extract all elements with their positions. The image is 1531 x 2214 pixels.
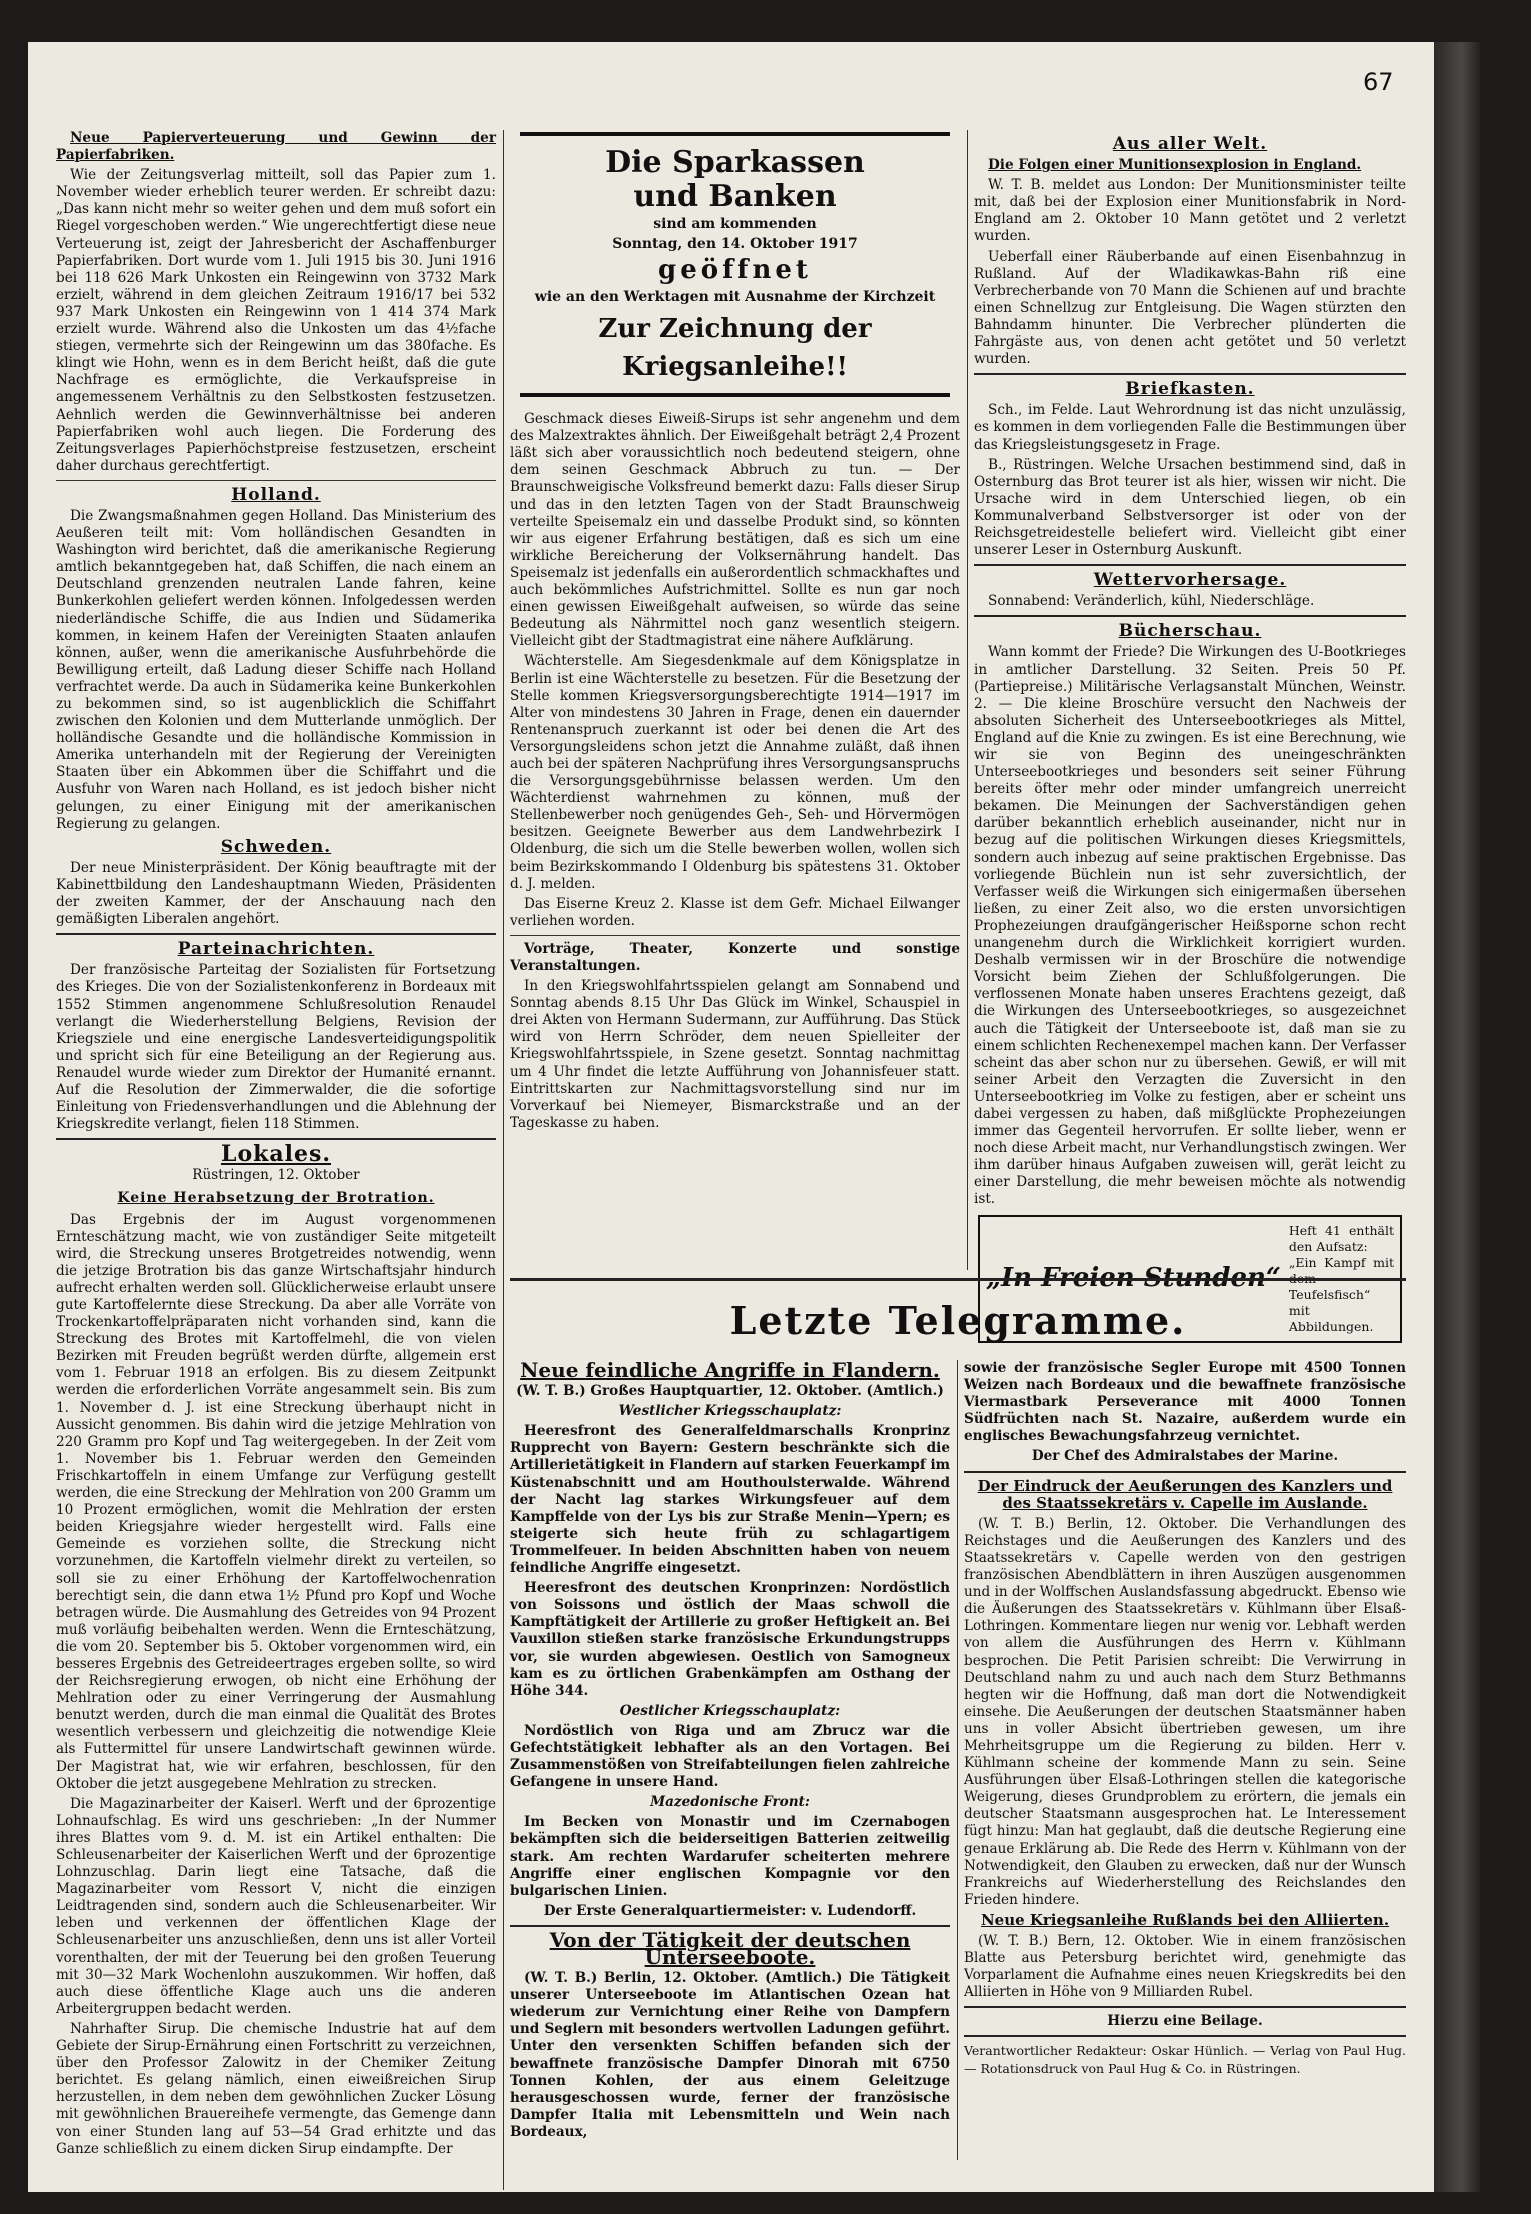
divider [974,615,1406,617]
divider [56,480,496,481]
eisern-article: Das Eiserne Kreuz 2. Klasse ist dem Gefr. Michael Eilwanger verliehen worden. [510,895,960,929]
telegramme-right [964,1360,1406,2160]
maz-heading: Mazedonische Front: [650,1794,810,1811]
page-number: 67 [1363,68,1394,96]
brief-item: B., Rüstringen. Welche Ursachen bestimmend sind, daß in Osternburg das Brot teurer ist als hier, wissen wir nicht. Die Ursache wird in dem Unterschied liegen, ob ein Kommunalverband Selbstversorger ist oder von der Reichsgetreidestelle beliefert wird. Vielleicht gibt einer unserer Leser in Osternburg Auskunft. [974,456,1406,559]
freien-title: „In Freien Stunden“ [986,1262,1281,1293]
divider [510,935,960,936]
explosion-article: W. T. B. meldet aus London: Der Munitionsminister teilte mit, daß bei der Explosion einer Munitionsfabrik in Nord-England am 2. Oktober 10 Mann getötet und 2 verletzt wurden. [974,177,1406,245]
telegramme-title: Letzte Telegramme. [729,1298,1187,1343]
ost-heading: Oestlicher Kriegsschauplatz: [619,1702,841,1719]
welt-section: Aus aller Welt. [1112,134,1268,154]
brot-headline: Keine Herabsetzung der Brotration. [117,1190,435,1207]
column-rule [967,130,968,1270]
ad-line: Kriegsanleihe!! [622,352,848,383]
angriffe-dateline: (W. T. B.) Großes Hauptquartier, 12. Oktober. (Amtlich.) [516,1383,944,1400]
ludendorff-signature: Der Erste Generalquartiermeister: v. Ludendorff. [543,1902,917,1919]
lokales-section: Lokales. [220,1141,332,1168]
brot-article: Das Ergebnis der im August vorgenommenen Ernteschätzung macht, wie von zuständiger Seite mitgeteilt wird, die Streckung unseres Brotgetreides notwendig, wenn die jetzige Brotration bis das ganze Wirtschaftsjahr hindurch aufrecht erhalten werden soll. Glücklicherweise erlaubt unsere gute Kartoffelernte diese Streckung. Da aber alle Vorräte von Trockenkartoffelpräparaten nicht vorhanden sind, kann die Streckung des Brotes mit Kartoffelmehl, die von vielen Bezirken mit Freuden begrüßt werden dürfte, allgemein erst vom 1. Februar 1918 an erfolgen. Bis zu diesem Zeitpunkt werden die erforderlichen Vorräte angesammelt sein. Bis zum 1. November d. J. ist eine Streckung überhaupt nicht in Aussicht genommen. Bis dahin wird die jetzige Mehlration von 220 Gramm pro Kopf und Tag weitergegeben. In der Zeit vom 1. November bis 1. Februar werden den Gemeinden Frischkartoffeln in einem Umfange zur Verfügung gestellt werden, die eine Streckung der Mehlration von 200 Gramm um 10 Prozent ermöglichen, womit die Mehlration der ersten beiden Kriegsjahre wieder hergestellt wird. Falls eine Gemeinde es vorziehen sollte, die Streckung nicht vorzunehmen, die Kartoffeln vielmehr direkt zu verteilen, so soll sie zu einer Erhöhung der Kartoffelwochenration berechtigt sein, die dann etwa 1½ Pfund pro Kopf und Woche betragen würde. Die Ausmahlung des Getreides von 94 Prozent muß vorläufig beibehalten werden. Wenn die Ernteschätzung, die vom 20. September bis 5. Oktober vorgenommen wird, ein besseres Ergebnis des Getreideertrages ergeben sollte, so wird der Reichsregierung erwogen, ob nicht eine Erhöhung der Mehlration oder zu einer Verringerung der Ausmahlung benutzt werden, durch die man einmal die Qualität des Brotes wesentlich verbessern und gleichzeitig die notwendige Kleie als Futtermittel für unsere Landwirtschaft gewinnen würde. Der Magistrat hat, wie wir erfahren, beschlossen, für den Oktober die jetzt ausgegebene Mehlration zu strecken. [56,1211,496,1792]
west-article: Heeresfront des Generalfeldmarschalls Kronprinz Rupprecht von Bayern: Gestern beschränkte sich die Artillerietätigkeit in Flandern auf starken Feuerkampf im Küstenabschnitt und am Houthoulsterwalde. Während der Nacht lag starkes Wirkungsfeuer auf dem Kampffelde von der Lys bis zur Straße Menin—Ypern; es steigerte sich heute früh zu schlagartigem Trommelfeuer. In beiden Abschnitten haben von neuem feindliche Angriffe eingesetzt. [510,1423,950,1577]
waechter-article: Wächterstelle. Am Siegesdenkmale auf dem Königsplatze in Berlin ist eine Wächterstelle zu besetzen. Für die Besetzung der Stelle kommen Kriegsversorgungsberechtigte 1914—1917 im Alter von mindestens 30 Jahren in Frage, denen ein dauernder Rentenanspruch zuerkannt ist oder bei denen die Art des Versorgungsleidens schon jetzt die Annahme zuläßt, daß ihnen auch bei der späteren Nachprüfung ihres Versorgungsanspruchs die Versorgungsgebührnisse belassen werden. Um den Wächterdienst wahrnehmen zu können, muß der Stellenbewerber noch genügendes Geh-, Seh- und Hörvermögen besitzen. Geeignete Bewerber aus dem Landwehrbezirk I Oldenburg, die sich um die Stelle bewerben wollen, wollen sich beim Bezirkskommando I Oldenburg bis spätestens 31. Oktober d. J. melden. [510,653,960,892]
ad-line: wie an den Werktagen mit Ausnahme der Kirchzeit [534,289,936,306]
eindruck-article: (W. T. B.) Berlin, 12. Oktober. Die Verhandlungen des Reichstages und die Aeußerungen des Kanzlers und des Staatssekretärs v. Capelle werden von den gestrigen französischen Abendblättern in ihren Auszügen ausgenommen und in der Wolffschen Auslandsfassung abgedruckt. Ebenso wie die Äußerungen des Staatssekretärs v. Kühlmann über Elsaß-Lothringen. Kommentare liegen nur wenig vor. Lebhaft werden von allem die Ausführungen des Herrn v. Kühlmann besprochen. Die Petit Parisien schreibt: Die Verwirrung in Deutschland nahm zu und auch nach dem Sturz Bethmanns hegten wir die Hoffnung, daß man dort die Notwendigkeit einsehe. Die Aeußerungen der deutschen Staatsmänner haben uns in voller Absicht übertrieben gewesen, um ihre Mehrheitsgruppe um die Regierung zu bilden. Herr v. Kühlmann scheine der kommende Mann zu sein. Seine Ausführungen über Elsaß-Lothringen stellen die kategorische Weigerung, dieses Grundproblem zu erörtern, die jemals ein deutscher Staatsmann ausgesprochen hat. Le Interessement fügt hinzu: Man hat geglaubt, daß die deutsche Regierung eine genaue Erklärung ab. Die Rede des Herrn v. Kühlmann von der Notwendigkeit, den Glauben zu erwecken, daß nur der Wunsch Frankreichs auf Wiederherstellung des Reichslandes den Frieden hindere. [964,1515,1406,1908]
holland-section: Holland. [231,484,321,505]
newspaper-page [28,42,1480,2192]
ad-line: sind am kommenden [653,216,817,232]
ad-line: Sonntag, den 14. Oktober 1917 [612,236,858,252]
explosion-headline: Die Folgen einer Munitionsexplosion in England. [988,157,1362,174]
angriffe-headline: Neue feindliche Angriffe in Flandern. [520,1358,940,1382]
sirup-article: Nahrhafter Sirup. Die chemische Industrie hat auf dem Gebiete der Sirup-Ernährung einen Fortschritt zu verzeichnen, über den Professor Zalowitz in der Chemiker Zeitung berichtet. Es gelang nämlich, einen eiweißreichen Sirup herzustellen, in dem neben dem gewöhnlichen Zucker Lösung mit gewöhnlichen Brauereihefe vermengte, das Gemenge dann von einer Stunden lang auf 53—54 Grad erhitzte und das Ganze schließlich zu einem dicken Sirup eindampfte. Der [56,2020,496,2157]
kronprinz-article: Heeresfront des deutschen Kronprinzen: Nordöstlich von Soissons und östlich der Maas schwoll die Kampftätigkeit der Artillerie zu großer Heftigkeit an. Bei Vauxillon stießen starke französische Erkundungstrupps vor, sie wurden abgewiesen. Oestlich von Samogneux kam es zu örtlichen Grabenkämpfen am Osthang der Höhe 344. [510,1580,950,1699]
buecher-section: Bücherschau. [1118,621,1262,642]
beilage-note: Hierzu eine Beilage. [1107,2013,1263,2030]
wetter-text: Sonnabend: Veränderlich, kühl, Niederschläge. [988,593,1315,610]
divider [974,564,1406,566]
maz-article: Im Becken von Monastir und im Czernabogen bekämpften sich die beiderseitigen Batterien zeitweilig stark. Am rechten Wardarufer scheiterten mehrere Angriffe einer englischen Kompagnie vor den bulgarischen Linien. [510,1814,950,1899]
magazin-article: Die Magazinarbeiter der Kaiserl. Werft und der 6prozentige Lohnaufschlag. Es wird uns geschrieben: „In der Nummer ihres Blattes vom 9. d. M. ist ein Artikel enthalten: Die Schleusenarbeiter der Kaiserlichen Werft und der 6prozentige Lohnzuschlag. Darin liegt eine Tatsache, daß die Magazinarbeiter vom Ressort V, nicht die einzigen Leidtragenden sind, sondern auch die Schleusenarbeiter. Wir leben und verkennen der öffentlichen Klage der Schleusenarbeiter uns anzuschließen, denn uns ist aller Vorteil vorenthalten, der mit der Teuerung bei den großen Teuerung mit 30—32 Mark Wochenlohn auszukommen. Wir hoffen, daß auch diese öffentliche Klage auch uns die anderen Arbeitergruppen bedacht werden. [56,1795,496,2017]
ubt-headline: Von der Tätigkeit der deutschen Unterseeboote. [549,1927,911,1969]
divider [56,933,496,935]
west-heading: Westlicher Kriegsschauplatz: [618,1403,842,1420]
freien-info-line: Heft 41 enthält den Aufsatz: [1288,1222,1394,1254]
russland-headline: Neue Kriegsanleihe Rußlands bei den Alliierten. [980,1910,1390,1929]
briefkasten-section: Briefkasten. [1125,379,1255,400]
papier-headline: Neue Papierverteuerung und Gewinn der Papierfabriken. [56,130,496,164]
schweden-article: Der neue Ministerpräsident. Der König beauftragte mit der Kabinettbildung den Landeshauptmann Wieden, Präsidenten der zweiten Kammer, der der Anschauung nach den gemäßigten Liberalen angehört. [56,859,496,928]
column-rule [957,1360,958,2160]
ubt-continued: sowie der französische Segler Europe mit 4500 Tonnen Weizen nach Bordeaux und die bewaffnete französische Viermastbark Perseverance mit 4000 Tonnen Südfrüchten nach St. Nazaire, außerdem wurde ein englisches Bewachungsfahrzeug vernichtet. [964,1360,1406,1445]
eindruck-headline: Der Eindruck der Aeußerungen des Kanzlers und des Staatssekretärs v. Capelle im Auslande. [977,1476,1393,1512]
sirup-continued: Geschmack dieses Eiweiß-Sirups ist sehr angenehm und dem des Malzextraktes ähnlich. Der Eiweißgehalt beträgt 2,4 Prozent läßt sich aber voraussichtlich noch bedeutend steigern, ohne dem seinen Geschmack Abbruch zu tun. — Der Braunschweigische Volksfreund bemerkt dazu: Falls dieser Sirup und das in den letzten Tagen von der Stadt Braunschweig verteilte Speisemalz ein und dasselbe Produkt sind, so könnten wir aus eigener Erfahrung bestätigen, daß es sich um eine wirkliche Bereicherung der Volksernährung handelt. Das Speisemalz ist jedenfalls ein außerordentlich schmackhaftes und auch bekömmliches Aufstrichmittel. Sollte es nun gar noch einen gewissen Eiweißgehalt aufweisen, so würde das seine Bedeutung als Nährmittel noch ganz wesentlich steigern. Vielleicht gibt der Stadtmagistrat eine nähere Aufklärung. [510,411,960,650]
admiral-signature: Der Chef des Admiralstabes der Marine. [1031,1448,1339,1465]
ad-line: Die Sparkassen [605,145,865,180]
divider [964,2035,1406,2037]
telegramme-rule [510,1278,1406,1281]
buecher-article: Wann kommt der Friede? Die Wirkungen des U-Bootkrieges in amtlicher Darstellung. 32 Seiten. Preis 50 Pf. (Partiepreise.) Militärische Verlagsanstalt München, Weinstr. 2. — Die kleine Broschüre versucht den Nachweis der absoluten Sicherheit des Unterseebootkrieges als Mittel, England auf die Knie zu zwingen. Es ist eine Berechnung, wie wir sie von Beginn des uneingeschränkten Unterseebootkrieges und besonders seit seiner Führung bereits öfter mehr oder minder umfangreich unerreicht bekamen. Die Meinungen der Sachverständigen gehen darüber bekanntlich erheblich auseinander, nicht nur in bezug auf die politischen Wirkungen dieses Kriegsmittels, sondern auch inbezug auf seine praktischen Ergebnisse. Das vorliegende Büchlein nun ist sehr zuversichtlich, der Verfasser weiß die Wirkungen sich einigermaßen übersehen ließen, zu einer Zeit also, wo die ersten unvorsichtigen Prophezeiungen draufgängerischer Heißsporne schon recht unangenehm durch die Wirklichkeit korrigiert wurden. Deshalb vermissen wir in der Broschüre die notwendige Vorsicht beim Ziehen der Schlußfolgerungen. Die verflossenen Monate haben unseres Erachtens gezeigt, daß die Wirkungen des Unterseebootkrieges, so ausgezeichnet auch die Tätigkeit der Unterseeboote ist, daß man sie zu einem schlichten Rechenexempel machen kann. Der Verfasser scheint das aber schon nur zu übersehen. Gewiß, er will mit seiner Arbeit den Verzagten die Zuversicht in den Unterseebootkrieg im Volke zu festigen, aber er scheint uns dabei vergessen zu haben, daß mißglückte Prophezeiungen immer das Gegenteil hervorrufen. Er sollte lieber, wenn er noch diese Arbeit macht, nur Verhandlungstisch zwingen. Wer ihm darüber hinaus Aufgaben zuweisen will, gerät leicht zu einer Darstellung, die mehr beweisen möchte als notwendig ist. [974,644,1406,1208]
divider [56,1138,496,1140]
brief-item: Sch., im Felde. Laut Wehrordnung ist das nicht unzulässig, es kommen in dem vorliegenden Falle die Bestimmungen über das Kriegsleistungsgesetz in Frage. [974,402,1406,453]
lokales-dateline: Rüstringen, 12. Oktober [192,1167,360,1184]
sparkassen-advertisement [520,132,950,397]
column-left [56,130,496,2190]
ubt-article: (W. T. B.) Berlin, 12. Oktober. (Amtlich.) Die Tätigkeit unserer Unterseeboote im Atlantischen Ozean hat wiederum zur Vernichtung einer Reihe von Dampfern und Seglern mit besonders wertvollen Ladungen geführt. Unter den versenkten Schiffen befanden sich der bewaffnete französische Dampfer Dinorah mit 6750 Tonnen Kohlen, der aus einem Geleitzuge herausgeschossen wurde, ferner der französische Dampfer Italia mit Lebensmitteln und Wein nach Bordeaux, [510,1970,950,2140]
raeuber-article: Ueberfall einer Räuberbande auf einen Eisenbahnzug in Rußland. Auf der Wladikawkas-Bahn riß eine Verbrecherbande von 70 Mann die Schienen auf und brachte einen Schnellzug zur Entgleisung. Die Wagen stürzten den Bahndamm hinunter. Die Verbrecher plünderten die Fahrgäste aus, von denen acht getötet und 50 verletzt wurden. [974,248,1406,368]
divider [510,1925,950,1927]
column-right [974,130,1406,1334]
ad-line: geöffnet [658,255,812,285]
partei-article: Der französische Parteitag der Sozialisten für Fortsetzung des Krieges. Die von der Sozialistenkonferenz in Bordeaux mit 1552 Stimmen angenommene Schlußresolution Renaudel verlangt die Wiederherstellung Belgiens, Revision der Kriegsziele und eine energische Landesverteidigungspolitik und spricht sich für eine Beteiligung an der Regierung aus. Renaudel wurde wieder zum Direktor der Humanité ernannt. Auf die Resolution der Zimmerwalder, die die sofortige Einleitung von Friedensverhandlungen und die Ablehnung der Kriegskredite verlangt, fielen 118 Stimmen. [56,962,496,1133]
vortraege-article: In den Kriegswohlfahrtsspielen gelangt am Sonnabend und Sonntag abends 8.15 Uhr Das Glück im Winkel, Schauspiel in drei Akten von Hermann Sudermann, zur Aufführung. Das Stück wird von Herrn Schröder, dem neuen Spielleiter der Kriegswohlfahrtsspiele, in Szene gesetzt. Sonntag nachmittag um 4 Uhr findet die letzte Aufführung von Johannisfeuer statt. Eintrittskarten zur Nachmittagsvorstellung sind nur im Vorverkauf bei Niemeyer, Bismarckstraße und an der Tageskasse zu haben. [510,978,960,1131]
divider [974,373,1406,375]
freien-info-line: „Ein Kampf mit dem Teufelsfisch“ mit Abbildungen. [1288,1254,1394,1334]
holland-article: Die Zwangsmaßnahmen gegen Holland. Das Ministerium des Aeußeren teilt mit: Vom holländischen Gesandten in Washington wird berichtet, daß die amerikanische Regierung amtlich bekanntgegeben hat, daß Schiffen, die nach einem an Deutschland grenzenden neutralen Lande fahren, keine Bunkerkohlen geliefert werden können. Infolgedessen werden niederländische Schiffe, die aus Indien und Südamerika kommen, in keinem Hafen der Vereinigten Staaten anlaufen können, außer, wenn die amerikanische Ausfuhrbehörde die Bewilligung erteilt, daß Ladung dieser Schiffe nach Holland verfrachtet werde. Da auch in Südamerika keine Bunkerkohlen zu bekommen sind, so ist augenblicklich die Schiffahrt zwischen den Kolonien und dem Mutterlande unmöglich. Der holländische Gesandte und die holländische Kommission in Amerika unterhandeln mit der Regierung der Vereinigten Staaten über ein Abkommen über die Schiffahrt und die Ausfuhr von Waren nach Holland, es ist jedoch bisher nicht gelungen, zu einer Einigung mit der amerikanischen Regierung zu gelangen. [56,507,496,832]
partei-section: Parteinachrichten. [177,939,375,960]
divider [964,1471,1406,1473]
ost-article: Nordöstlich von Riga und am Zbrucz war die Gefechtstätigkeit lebhafter als an den Vortagen. Bei Zusammenstößen von Streifabteilungen fielen zahlreiche Gefangene in unsere Hand. [510,1722,950,1791]
wetter-section: Wettervorhersage. [1093,570,1287,591]
vortraege-headline: Vorträge, Theater, Konzerte und sonstige Veranstaltungen. [510,940,960,974]
divider [964,2006,1406,2008]
impressum: Verantwortlicher Redakteur: Oskar Hünlich. — Verlag von Paul Hug. — Rotationsdruck von Paul Hug & Co. in Rüstringen. [964,2043,1406,2076]
papier-article: Wie der Zeitungsverlag mitteilt, soll das Papier zum 1. November wieder erheblich teurer werden. Er schreibt dazu: „Das kann nicht mehr so weiter gehen und dem muß sofort ein Riegel vorgeschoben werden.“ Wie ungerechtfertigt diese neue Verteuerung ist, zeigt der Jahresbericht der Aschaffenburger Papierfabriken. Dort wurde vom 1. Juli 1915 bis 30. Juni 1916 bei 118 626 Mark Unkosten ein Reingewinn von 3732 Mark erzielt, während in dem gleichen Zeitraum 1916/17 bei 532 937 Mark Unkosten ein Reingewinn von 1 414 374 Mark erzielt wurde. Während also die Unkosten um das 4½fache stiegen, vermehrte sich der Reingewinn um das 380fache. Es klingt wie Hohn, wenn es in dem Bericht heißt, daß die gute Nachfrage es ermöglichte, die Verkaufspreise in angemessenem Verhältnis zu den Selbstkosten festzusetzen. Aehnlich werden die Gewinnverhältnisse bei anderen Papierfabriken wohl auch liegen. Die Forderung des Zeitungsverlages Papierhöchstpreise festzusetzen, erscheint daher durchaus gerechtfertigt. [56,167,496,474]
column-rule [503,130,504,2190]
page-edge [1434,42,1480,2192]
ad-line: Zur Zeichnung der [598,314,872,345]
telegramme-left [510,1360,950,2160]
russland-article: (W. T. B.) Bern, 12. Oktober. Wie in einem französischen Blatte aus Petersburg berichtet wird, genehmigte das Vorparlament die Aufnahme eines neuen Kriegskredits bei den Alliierten in Höhe von 9 Milliarden Rubel. [964,1933,1406,2001]
ad-line: und Banken [633,179,837,214]
schweden-section: Schweden. [220,836,332,857]
column-middle [510,130,960,1300]
